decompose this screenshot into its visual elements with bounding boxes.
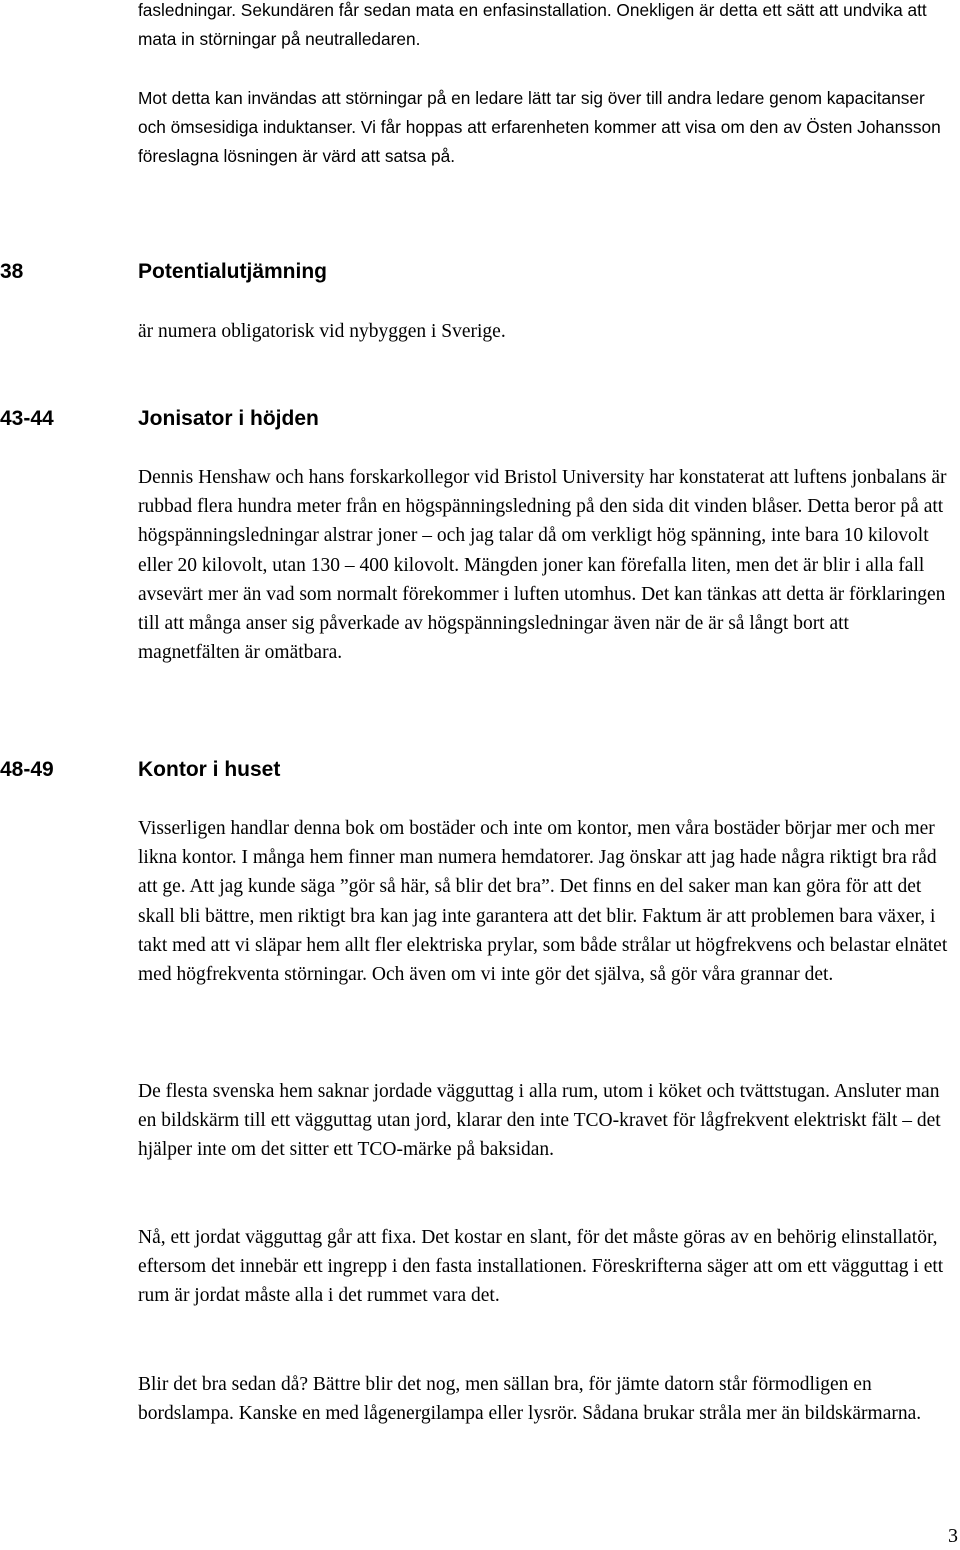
section-heading-38: [0, 258, 954, 286]
section-43-44-text: Dennis Henshaw och hans forskarkollegor vid Bristol University har konstaterat att luftens jonbalans är rubbad flera hundra meter från en högspänningsledning på den sida dit vinden blåser. Detta beror på att högspänningsledningar alstrar joner – och jag talar då om verkligt hög spänning, inte bara 10 kilovolt eller 20 kilovolt, utan 130 – 400 kilovolt. Mängden joner kan förefalla liten, men det är blir i alla fall avsevärt mer än vad som normalt förekommer i luften utomhus. Det kan tänkas att detta är förklaringen till att många anser sig påverkade av högspänningsledningar även när de är så långt bort att magnetfälten är omätbara.: [138, 467, 947, 664]
section-title: Potentialutjämning: [138, 260, 327, 283]
section-48-49-paragraph-1: Visserligen handlar denna bok om bostäder och inte om kontor, men våra bostäder börjar mer och mer likna kontor. I många hem finner man numera hemdatorer. Jag önskar att jag hade några riktigt bra råd att ge. Att jag kunde säga ”gör så här, så blir det bra”. Det finns en del saker man kan göra för att det skall bli bättre, men riktigt bra kan jag inte garantera att det blir. Faktum är att problemen bara växer, i takt med att vi släpar hem allt fler elektriska prylar, som både strålar ut högfrekvens och belastar elnätet med högfrekventa störningar. Och även om vi inte gör det själva, så gör våra grannar det.: [138, 818, 948, 986]
intro-paragraph-1: [138, 0, 954, 54]
intro-paragraph-2: [138, 84, 954, 172]
section-title: Kontor i huset: [138, 758, 281, 781]
intro-text-2b: Vi får hoppas att erfarenheten kommer att visa om den av Östen Johansson föreslagna lösningen är värd att satsa på.: [138, 117, 941, 167]
section-48-49-paragraph-3: Nå, ett jordat vägguttag går att fixa. Det kostar en slant, för det måste göras av en behörig elinstallatör, eftersom det innebär ett ingrepp i den fasta installationen. Föreskrifterna säger att om ett vägguttag i ett rum är jordat måste alla i det rummet vara det.: [138, 1227, 944, 1307]
section-heading-48-49: [0, 756, 954, 784]
section-48-49-paragraph-4: Blir det bra sedan då? Bättre blir det nog, men sällan bra, för jämte datorn står förmodligen en bordslampa. Kanske en med lågenergilampa eller lysrör. Sådana brukar stråla mer än bildskärmarna.: [138, 1374, 922, 1425]
section-number: 43-44: [0, 407, 54, 430]
section-number: 48-49: [0, 758, 54, 781]
section-title: Jonisator i höjden: [138, 407, 319, 430]
intro-text-2a: Mot detta kan invändas att störningar på en ledare lätt tar sig över till andra ledare genom kapacitanser och ömsesidiga induktanser.: [138, 88, 925, 138]
section-38-text: är numera obligatorisk vid nybyggen i Sverige.: [138, 321, 506, 342]
section-48-49-paragraph-2: De flesta svenska hem saknar jordade vägguttag i alla rum, utom i köket och tvättstugan. Ansluter man en bildskärm till ett vägguttag utan jord, klarar den inte TCO-kravet för lågfrekvent elektriskt fält – det hjälper inte om det sitter ett TCO-märke på baksidan.: [138, 1081, 941, 1161]
section-number: 38: [0, 260, 24, 283]
intro-text-1: fasledningar. Sekundären får sedan mata en enfasinstallation. Onekligen är detta ett sätt att undvika att mata in störningar på neutralledaren.: [138, 0, 927, 50]
section-heading-43-44: [0, 405, 954, 433]
page-number: 3: [948, 1525, 958, 1547]
